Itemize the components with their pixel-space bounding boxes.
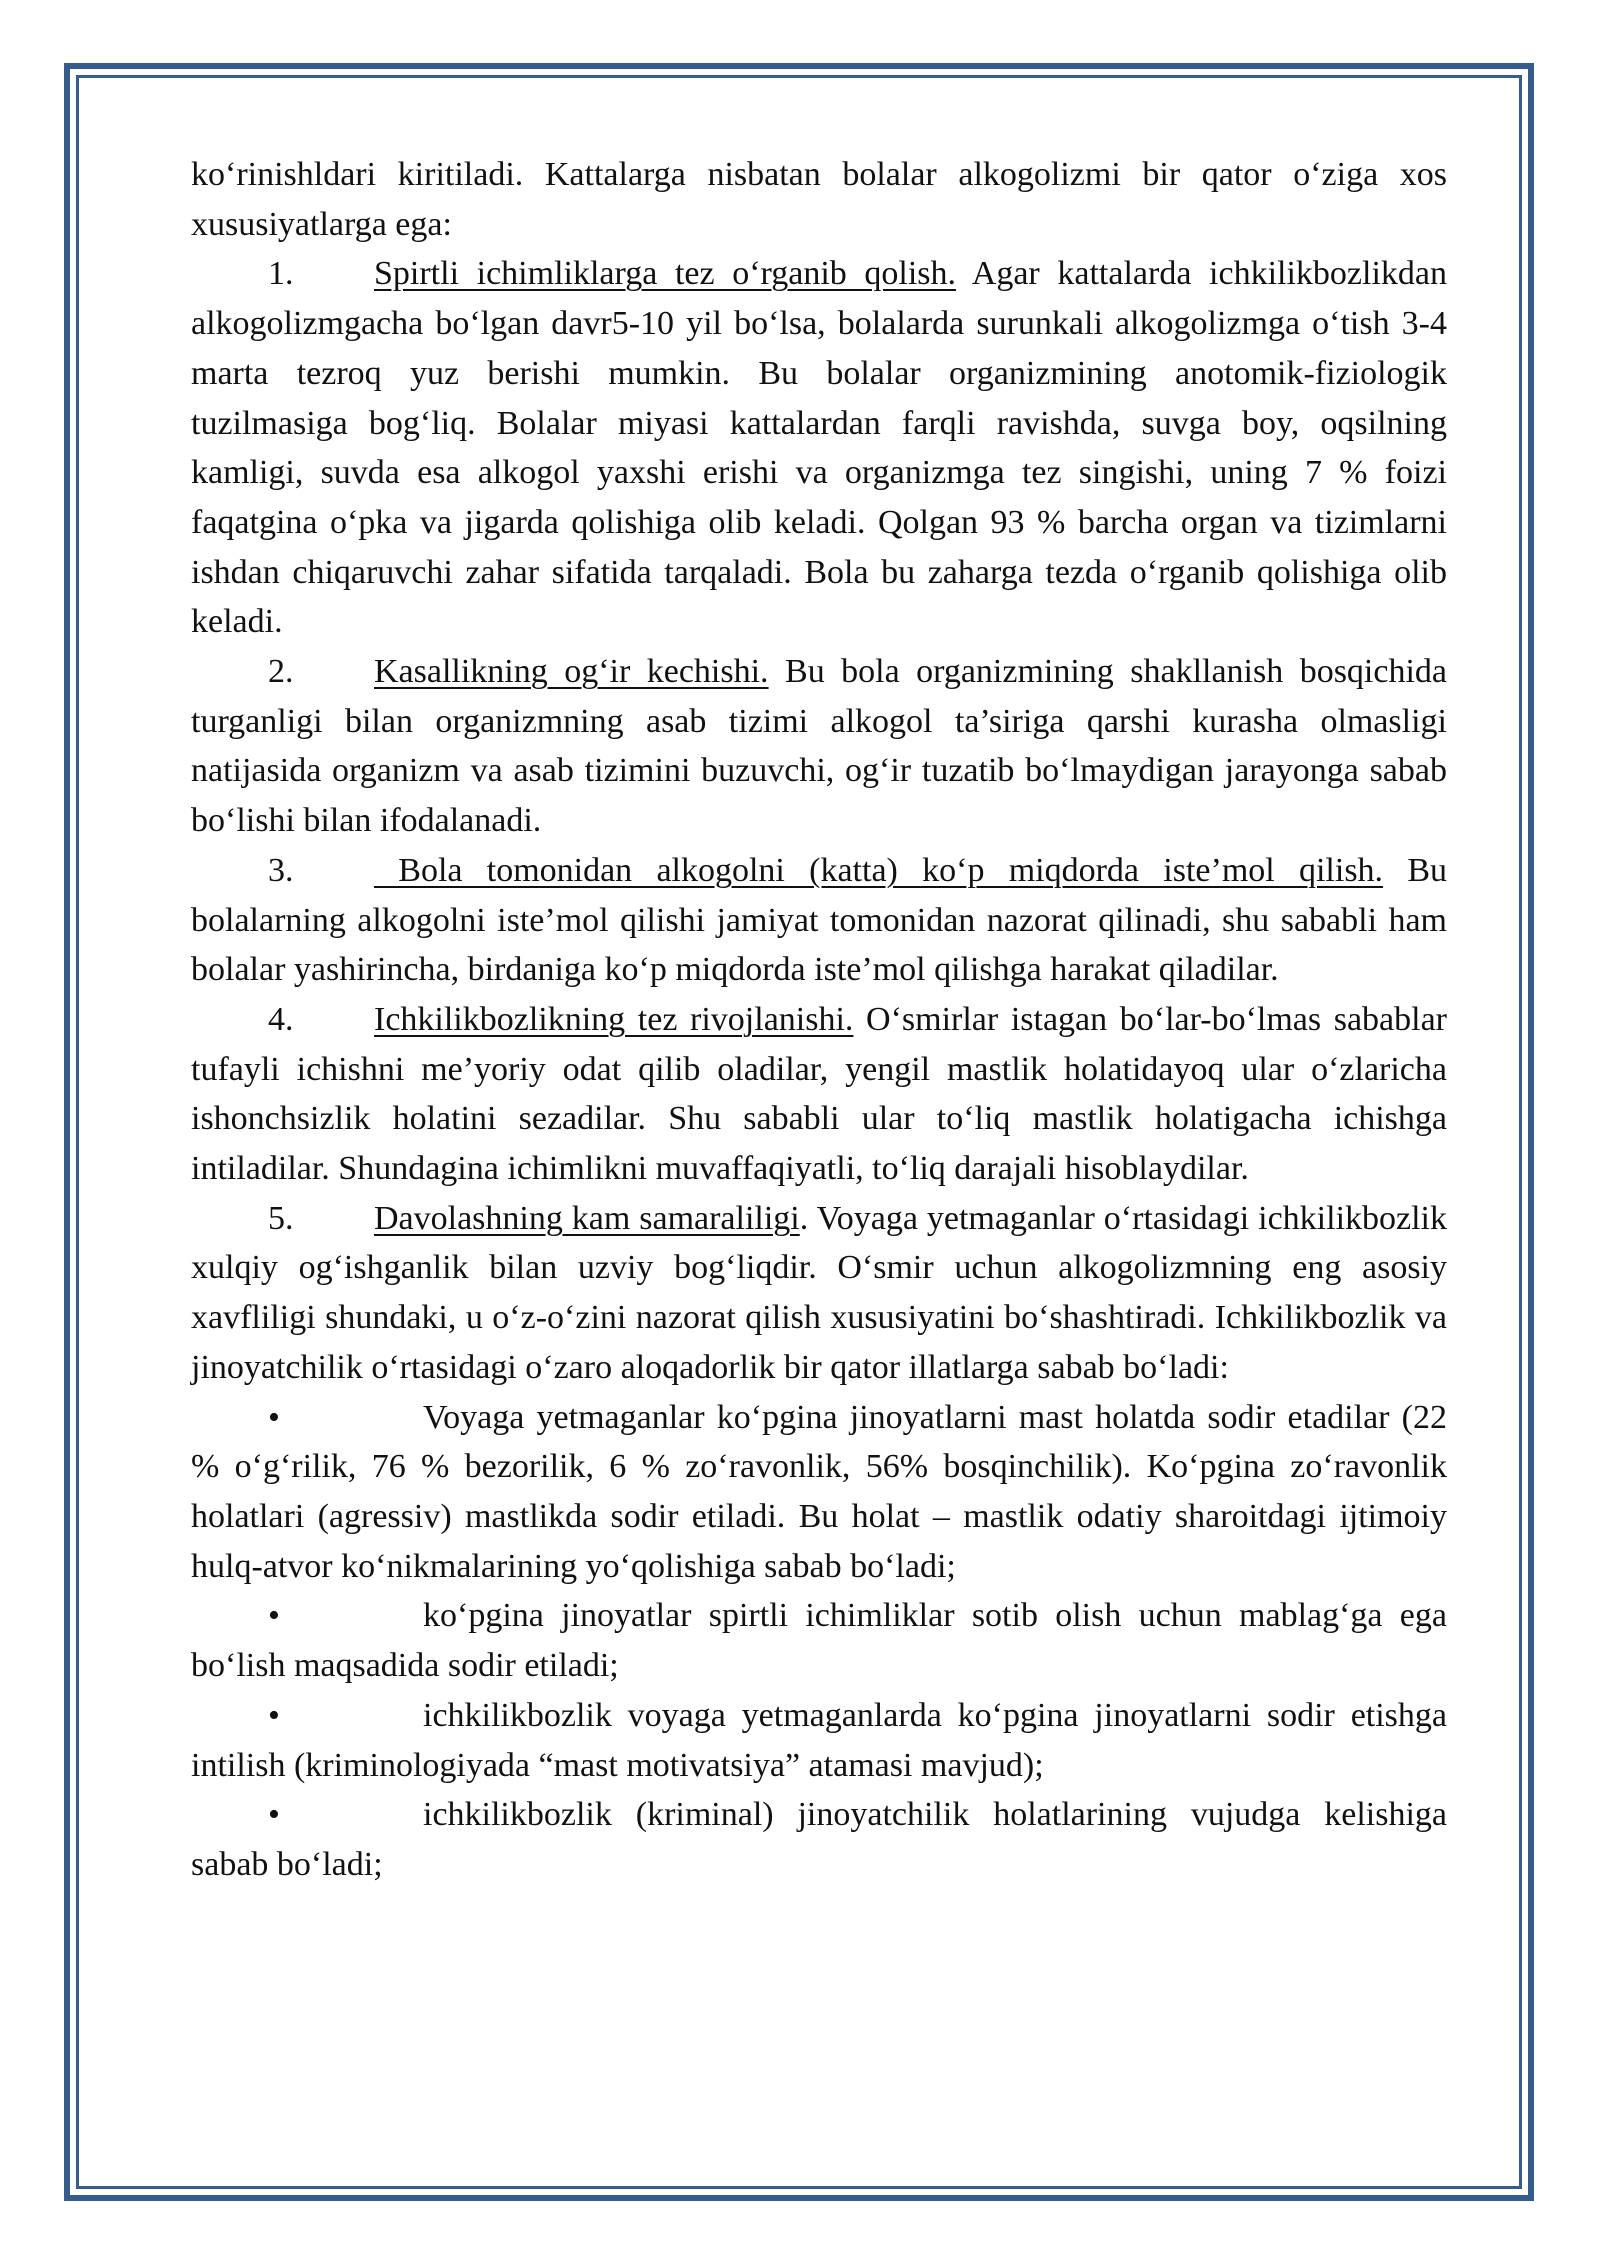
bullet-text: ichkilikbozlik (kriminal) jinoyatchilik holatlarining vujudga kelishiga sabab bo‘ladi; xyxy=(191,1796,1447,1883)
bullet-item-1 xyxy=(191,1393,1447,1592)
item-text: O‘smirlar istagan bo‘lar-bo‘lmas sabablar tufayli ichishni me’yoriy odat qilib oladilar, yengil mastlik holatidayoq ular o‘zlaricha ishonchsizlik holatini sezadilar. Shu sababli ular to‘liq mastlik holatigacha ichishga intiladilar. Shundagina ichimlikni muvaffaqiyatli, to‘liq darajali hisoblaydilar. xyxy=(191,1000,1448,1188)
bullet-icon: • xyxy=(268,1597,280,1635)
bullet-item-3 xyxy=(191,1691,1447,1790)
intro-paragraph: ko‘rinishldari kiritiladi. Kattalarga nisbatan bolalar alkogolizmi bir qator o‘ziga xos xususiyatlarga ega: xyxy=(191,156,1447,243)
list-item-3 xyxy=(191,846,1447,995)
item-heading: Spirtli ichimliklarga tez o‘rganib qolish. xyxy=(374,255,957,293)
list-item-2 xyxy=(191,647,1447,846)
bullet-item-2 xyxy=(191,1591,1447,1690)
document-body xyxy=(191,150,1447,1890)
bullet-text: Voyaga yetmaganlar ko‘pgina jinoyatlarni mast holatda sodir etadilar (22 % o‘g‘rilik, 76 % bezorilik, 6 % zo‘ravonlik, 56% bosqinchilik). Ko‘pgina zo‘ravonlik holatlari (agressiv) mastlikda sodir etiladi. Bu holat – mastlik odatiy sharoitdagi ijtimoiy hulq-atvor ko‘nikmalarining yo‘qolishiga sabab bo‘ladi; xyxy=(191,1398,1447,1585)
bullet-icon: • xyxy=(268,1398,280,1436)
list-item-4 xyxy=(191,995,1447,1194)
bullet-text: ichkilikbozlik voyaga yetmaganlarda ko‘pgina jinoyatlarni sodir etishga intilish (kriminologiyada “mast motivatsiya” atamasi mavjud); xyxy=(191,1696,1447,1784)
list-item-5 xyxy=(191,1194,1447,1393)
item-number: 4. xyxy=(268,1000,294,1038)
item-number: 2. xyxy=(268,653,294,691)
item-text: Bu bola organizmining shakllanish bosqichida turganligi bilan organizmning asab tizimi alkogol ta’siriga qarshi kurasha olmasligi natijasida organizm va asab tizimini buzuvchi, og‘ir tuzatib bo‘lmaydigan jarayonga sabab bo‘lishi bilan ifodalanadi. xyxy=(191,653,1447,840)
item-heading: Bola tomonidan alkogolni (katta) ko‘p miqdorda iste’mol qilish. xyxy=(374,851,1384,889)
item-text: . Voyaga yetmaganlar o‘rtasidagi ichkilikbozlik xulqiy og‘ishganlik bilan uzviy bog‘liqdir. O‘smir uchun alkogolizmning eng asosiy xavfliligi shundaki, u o‘z-o‘zini nazorat qilish xususiyatini bo‘shashtiradi. Ichkilikbozlik va jinoyatchilik o‘rtasidagi o‘zaro aloqadorlik bir qator illatlarga sabab bo‘ladi: xyxy=(191,1199,1447,1386)
item-text: Bu bolalarning alkogolni iste’mol qilishi jamiyat tomonidan nazorat qilinadi, shu sababli ham bolalar yashirincha, birdaniga ko‘p miqdorda iste’mol qilishga harakat qiladilar. xyxy=(191,851,1447,989)
item-heading: Kasallikning og‘ir kechishi. xyxy=(374,653,769,691)
bullet-icon: • xyxy=(268,1696,280,1734)
item-text: Agar kattalarda ichkilikbozlikdan alkogolizmgacha bo‘lgan davr5-10 yil bo‘lsa, bolalarda surunkali alkogolizmga o‘tish 3-4 marta tezroq yuz berishi mumkin. Bu bolalar organizmining anotomik-fiziologik tuzilmasiga bog‘liq. Bolalar miyasi kattalardan farqli ravishda, suvga boy, oqsilning kamligi, suvda esa alkogol yaxshi erishi va organizmga tez singishi, uning 7 % foizi faqatgina o‘pka va jigarda qolishiga olib keladi. Qolgan 93 % barcha organ va tizimlarni ishdan chiqaruvchi zahar sifatida tarqaladi. Bola bu zaharga tezda o‘rganib qolishiga olib keladi. xyxy=(191,255,1447,641)
list-item-1 xyxy=(191,249,1447,647)
item-heading: Ichkilikbozlikning tez rivojlanishi. xyxy=(374,1000,854,1038)
item-number: 1. xyxy=(268,255,294,293)
item-heading: Davolashning kam samaraliligi xyxy=(374,1199,800,1237)
bullet-text: ko‘pgina jinoyatlar spirtli ichimliklar sotib olish uchun mablag‘ga ega bo‘lish maqsadida sodir etiladi; xyxy=(191,1597,1447,1685)
bullet-item-4 xyxy=(191,1790,1447,1889)
bullet-icon: • xyxy=(268,1796,280,1834)
item-number: 5. xyxy=(268,1199,294,1237)
item-number: 3. xyxy=(268,851,294,889)
